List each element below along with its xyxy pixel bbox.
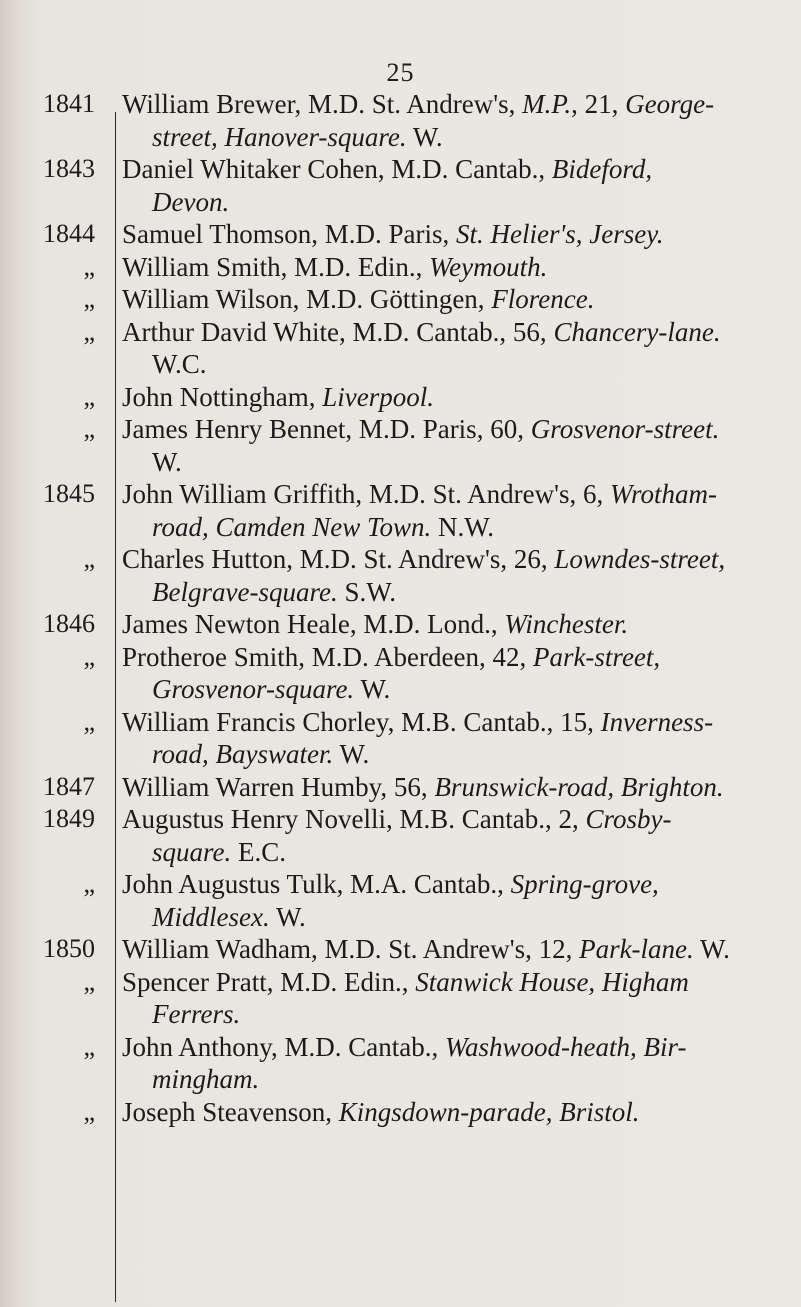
entry-year: „	[83, 1031, 95, 1061]
entry-line-1: Charles Hutton, M.D. St. Andrew's, 26, Lowndes-street,	[122, 544, 726, 574]
entry-text	[122, 706, 782, 771]
entry-line-2: street, Hanover-square. W.	[152, 121, 443, 152]
entry-line-1: Samuel Thomson, M.D. Paris, St. Helier's, Jersey.	[122, 219, 664, 249]
entry-line-1: Spencer Pratt, M.D. Edin., Stanwick House, Higham	[122, 966, 689, 997]
entry-year: 1847	[43, 771, 95, 801]
entry-year: 1841	[43, 89, 95, 118]
entry-line-1: Daniel Whitaker Cohen, M.D. Cantab., Bideford,	[122, 154, 653, 184]
entry-line-2: Devon.	[152, 186, 230, 217]
list-item	[0, 933, 801, 966]
list-item	[0, 1096, 801, 1129]
entry-line-1: John Anthony, M.D. Cantab., Washwood-heath, Bir-	[122, 1031, 687, 1062]
entry-line-2: Belgrave-square. S.W.	[152, 576, 396, 607]
entry-line-2: Grosvenor-square. W.	[152, 674, 391, 704]
entry-year: 1849	[43, 804, 95, 833]
entry-year: „	[83, 381, 95, 411]
entry-year: 1850	[43, 934, 95, 963]
list-item	[0, 966, 801, 1031]
entry-year: „	[83, 706, 95, 736]
entry-text	[122, 381, 782, 414]
entry-year: „	[83, 316, 95, 346]
entry-text	[122, 966, 782, 1031]
entry-year: „	[83, 869, 95, 898]
entry-year: 1844	[43, 219, 95, 248]
entry-text	[122, 608, 782, 641]
list-item	[0, 316, 801, 381]
entry-text	[122, 218, 782, 251]
list-item	[0, 868, 801, 933]
entry-text	[122, 771, 782, 804]
entry-text	[122, 641, 782, 706]
entry-year: „	[83, 544, 95, 573]
entry-text	[122, 543, 782, 608]
entry-year: 1843	[43, 154, 95, 183]
entry-line-1: Protheroe Smith, M.D. Aberdeen, 42, Park-street,	[122, 641, 661, 672]
entry-line-2: mingham.	[152, 1064, 260, 1094]
list-item	[0, 478, 801, 543]
entry-text	[122, 153, 782, 218]
entry-year: „	[83, 641, 95, 671]
entry-line-1: William Brewer, M.D. St. Andrew's, M.P., 21, George-	[122, 89, 715, 119]
entry-line-1: William Warren Humby, 56, Brunswick-road, Brighton.	[122, 771, 724, 802]
list-item	[0, 803, 801, 868]
entry-line-1: William Francis Chorley, M.B. Cantab., 15, Inverness-	[122, 706, 714, 737]
list-item	[0, 641, 801, 706]
entry-line-1: John Nottingham, Liverpool.	[122, 381, 434, 412]
entry-line-1: William Wilson, M.D. Göttingen, Florence.	[122, 284, 595, 314]
entry-line-2: Ferrers.	[152, 999, 241, 1029]
entry-line-2: road, Bayswater. W.	[152, 739, 370, 769]
entry-line-1: William Wadham, M.D. St. Andrew's, 12, Park-lane. W.	[122, 934, 730, 964]
entry-line-1: John William Griffith, M.D. St. Andrew's, 6, Wrotham-	[122, 479, 718, 509]
entry-year: „	[83, 414, 95, 443]
list-item	[0, 413, 801, 478]
entry-line-1: William Smith, M.D. Edin., Weymouth.	[122, 251, 548, 282]
list-item	[0, 88, 801, 153]
entry-line-1: Augustus Henry Novelli, M.B. Cantab., 2, Crosby-	[122, 804, 672, 834]
entry-text	[122, 316, 782, 381]
entry-line-2: road, Camden New Town. N.W.	[152, 511, 495, 542]
entry-text	[122, 803, 782, 868]
list-item	[0, 608, 801, 641]
entry-text	[122, 283, 782, 316]
entry-line-1: Arthur David White, M.D. Cantab., 56, Chancery-lane.	[122, 316, 721, 347]
list-item	[0, 543, 801, 608]
entry-text	[122, 1096, 782, 1129]
entry-year: „	[83, 966, 95, 996]
entry-text	[122, 88, 782, 153]
member-list	[0, 88, 801, 1128]
entry-line-2: W.C.	[152, 349, 207, 379]
entry-text	[122, 868, 782, 933]
list-item	[0, 218, 801, 251]
entry-text	[122, 251, 782, 284]
list-item	[0, 706, 801, 771]
entry-line-1: James Henry Bennet, M.D. Paris, 60, Grosvenor-street.	[122, 414, 720, 444]
entry-text	[122, 478, 782, 543]
entry-line-2: Middlesex. W.	[152, 901, 306, 932]
list-item	[0, 251, 801, 284]
entry-year: 1846	[43, 609, 95, 638]
entry-text	[122, 413, 782, 478]
list-item	[0, 283, 801, 316]
entry-year: „	[83, 251, 95, 281]
entry-line-2: W.	[152, 446, 182, 477]
entry-text	[122, 933, 782, 966]
entry-year: „	[83, 284, 95, 313]
list-item	[0, 1031, 801, 1096]
entry-year: 1845	[43, 479, 95, 508]
page-number: 25	[386, 58, 415, 87]
list-item	[0, 153, 801, 218]
list-item	[0, 381, 801, 414]
entry-line-2: square. E.C.	[152, 836, 287, 867]
entry-line-1: James Newton Heale, M.D. Lond., Winchester.	[122, 609, 629, 639]
entry-line-1: John Augustus Tulk, M.A. Cantab., Spring-grove,	[122, 869, 659, 899]
entry-text	[122, 1031, 782, 1096]
list-item	[0, 771, 801, 804]
entry-year: „	[83, 1096, 95, 1126]
entry-line-1: Joseph Steavenson, Kingsdown-parade, Bristol.	[122, 1096, 640, 1127]
